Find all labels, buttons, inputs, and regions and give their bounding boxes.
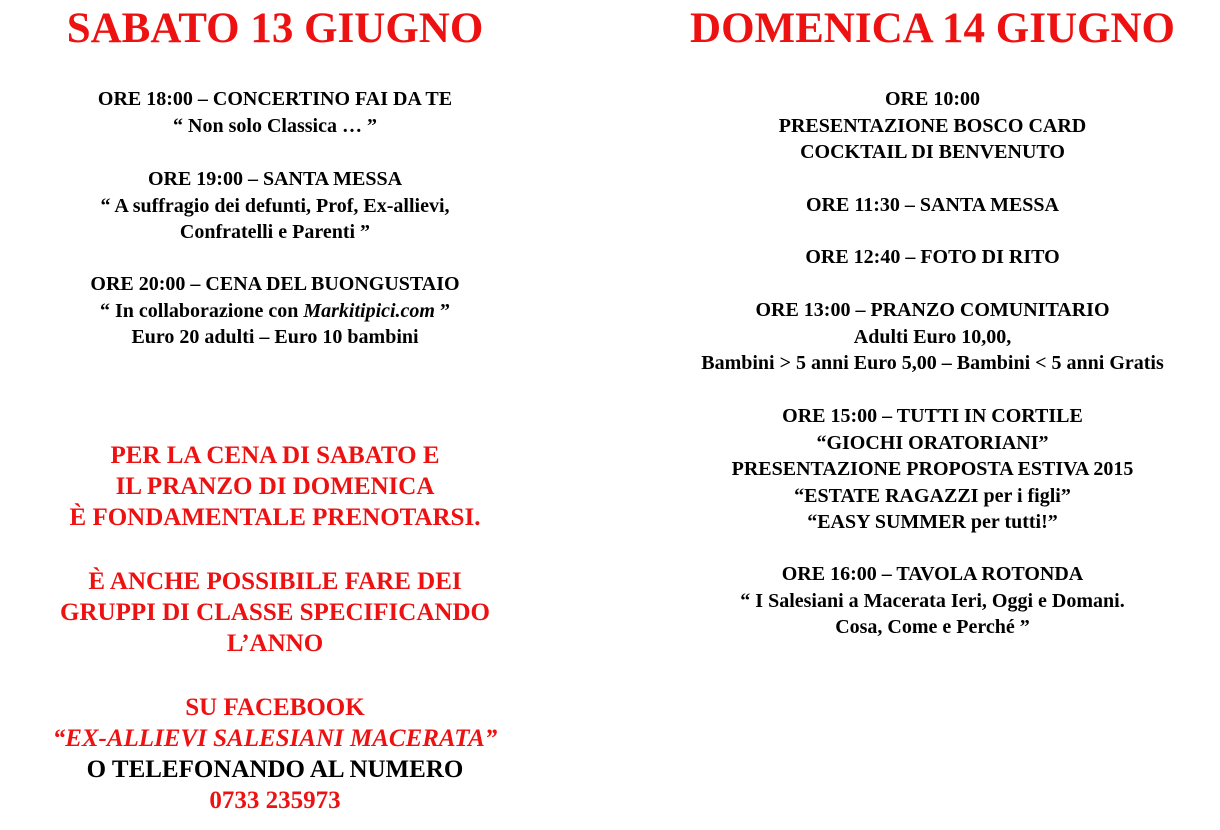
phone-number: 0733 235973 (209, 787, 341, 814)
notice-line: IL PRANZO DI DOMENICA (115, 473, 435, 500)
saturday-title: SABATO 13 GIUGNO (66, 5, 484, 52)
event-line: ORE 10:00 (885, 88, 980, 110)
event-line (0, 298, 550, 325)
event-prices: Bambini > 5 anni Euro 5,00 – Bambini < 5 anni Gratis (701, 352, 1164, 374)
event-line: ORE 16:00 – TAVOLA ROTONDA (781, 563, 1084, 585)
event-line: “ A suffragio dei defunti, Prof, Ex-allievi, (100, 194, 450, 217)
event-santa-messa (0, 166, 550, 246)
event-line: ORE 13:00 – PRANZO COMUNITARIO (755, 299, 1110, 321)
event-line: “ESTATE RAGAZZI per i figli” (794, 484, 1071, 507)
event-line-text: “ In collaborazione con (99, 299, 304, 322)
notice-line: L’ANNO (226, 630, 324, 657)
event-concertino (0, 86, 550, 139)
event-line: Adulti Euro 10,00, (853, 325, 1012, 348)
notice-line: O TELEFONANDO AL NUMERO (86, 756, 464, 783)
event-line: “ I Salesiani a Macerata Ieri, Oggi e Domani. (740, 589, 1125, 612)
event-line: PRESENTAZIONE BOSCO CARD (778, 114, 1087, 137)
notice-line: GRUPPI DI CLASSE SPECIFICANDO (60, 599, 490, 626)
event-line: “ Non solo Classica … ” (173, 114, 377, 137)
event-line: ORE 20:00 – CENA DEL BUONGUSTAIO (90, 273, 460, 295)
event-line: COCKTAIL DI BENVENUTO (800, 141, 1065, 163)
event-line: ORE 19:00 – SANTA MESSA (147, 168, 403, 190)
event-line: ORE 12:40 – FOTO DI RITO (805, 246, 1060, 268)
groups-notice (0, 566, 550, 659)
event-cena (0, 271, 550, 351)
event-santa-messa (655, 192, 1210, 219)
event-pranzo (655, 297, 1210, 377)
event-line: ORE 18:00 – CONCERTINO FAI DA TE (97, 88, 453, 110)
notice-line: È FONDAMENTALE PRENOTARSI. (69, 504, 481, 531)
facebook-group-name: “EX-ALLIEVI SALESIANI MACERATA” (52, 725, 498, 752)
notice-line: SU FACEBOOK (185, 694, 365, 721)
sunday-title: DOMENICA 14 GIUGNO (690, 5, 1175, 52)
contact-notice (0, 692, 550, 816)
event-line: “EASY SUMMER per tutti!” (807, 511, 1058, 533)
event-line: Confratelli e Parenti ” (179, 221, 371, 243)
event-foto (655, 244, 1210, 271)
event-line: Cosa, Come e Perché ” (835, 616, 1030, 638)
event-line: PRESENTAZIONE PROPOSTA ESTIVA 2015 (731, 458, 1134, 480)
event-line: “GIOCHI ORATORIANI” (816, 431, 1049, 454)
event-line: ORE 11:30 – SANTA MESSA (805, 194, 1059, 216)
event-cortile (655, 403, 1210, 536)
sponsor-name: Markitipici.com (303, 299, 435, 322)
event-line: ORE 15:00 – TUTTI IN CORTILE (782, 405, 1083, 427)
booking-notice (0, 440, 550, 533)
notice-line: PER LA CENA DI SABATO E (110, 442, 440, 469)
event-bosco-card (655, 86, 1210, 166)
event-line-text: ” (435, 299, 450, 322)
event-prices: Euro 20 adulti – Euro 10 bambini (131, 326, 419, 348)
notice-line: È ANCHE POSSIBILE FARE DEI (88, 568, 462, 595)
event-tavola-rotonda (655, 561, 1210, 641)
